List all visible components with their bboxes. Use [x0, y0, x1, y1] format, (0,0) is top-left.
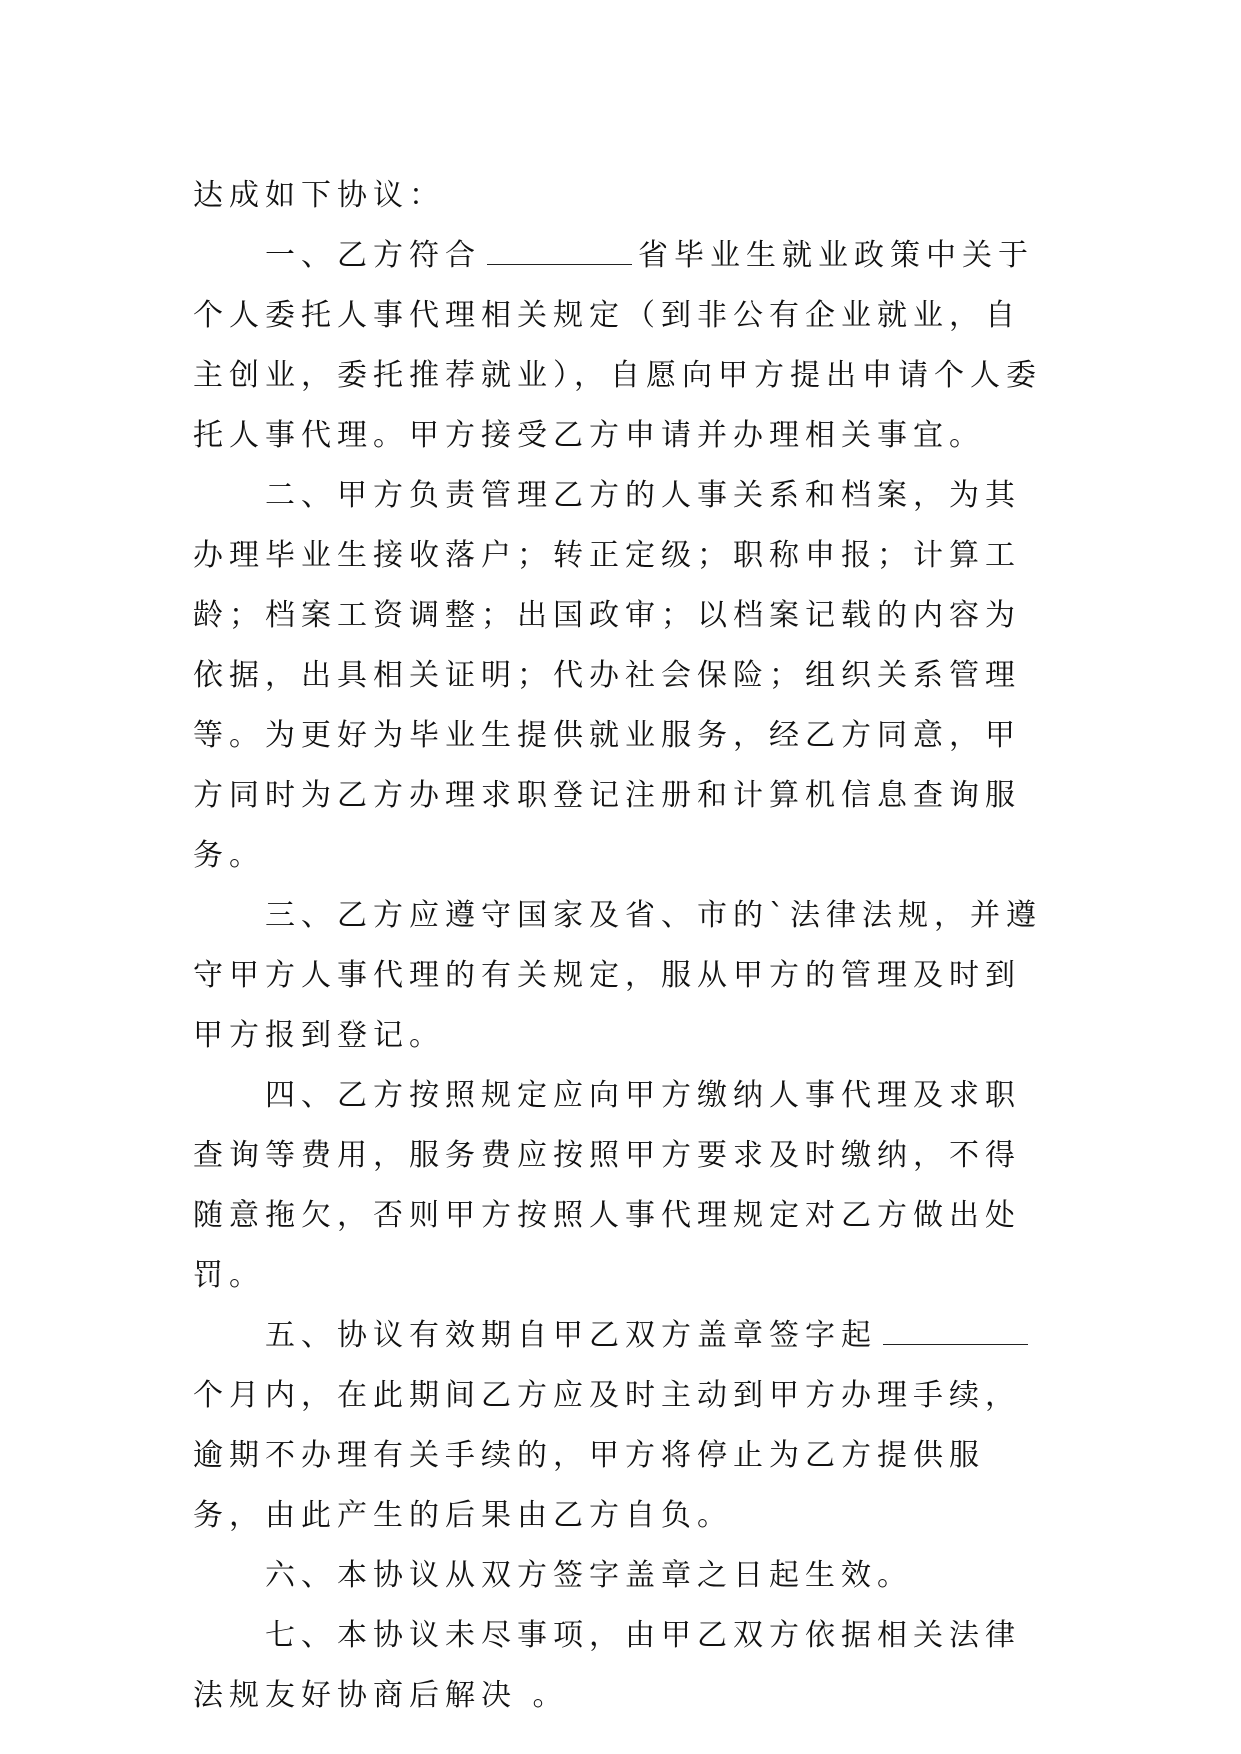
- clause-4: 四、乙方按照规定应向甲方缴纳人事代理及求职查询等费用，服务费应按照甲方要求及时缴纳，不得随意拖欠，否则甲方按照人事代理规定对乙方做出处罚。: [193, 1078, 1021, 1293]
- clause-3: 三、乙方应遵守国家及省、市的`法律法规，并遵守甲方人事代理的有关规定，服从甲方的管理及时到甲方报到登记。: [193, 898, 1042, 1053]
- document-body: [193, 166, 1055, 1726]
- clause-1: [193, 226, 1055, 466]
- clause-2: 二、甲方负责管理乙方的人事关系和档案，为其办理毕业生接收落户；转正定级；职称申报；计算工龄；档案工资调整；出国政审；以档案记载的内容为依据，出具相关证明；代办社会保险；组织关系管理等。为更好为毕业生提供就业服务，经乙方同意，甲方同时为乙方办理求职登记注册和计算机信息查询服务。: [193, 478, 1021, 873]
- clause-5: [193, 1306, 1055, 1546]
- months-blank-field[interactable]: [883, 1320, 1028, 1345]
- clause-1-text-after: 省毕业生就业政策中关于个人委托人事代理相关规定（到非公有企业就业，自主创业，委托推荐就业），自愿向甲方提出申请个人委托人事代理。甲方接受乙方申请并办理相关事宜。: [193, 238, 1042, 453]
- clause-7: 七、本协议未尽事项，由甲乙双方依据相关法律法规友好协商后解决 。: [193, 1618, 1021, 1713]
- clause-5-text-before: 五、协议有效期自甲乙双方盖章签字起: [265, 1318, 877, 1353]
- clause-5-text-after: 个月内，在此期间乙方应及时主动到甲方办理手续，逾期不办理有关手续的，甲方将停止为乙方提供服务，由此产生的后果由乙方自负。: [193, 1378, 1021, 1533]
- clause-6: 六、本协议从双方签字盖章之日起生效。: [265, 1558, 913, 1593]
- agreement-intro: 达成如下协议：: [193, 178, 445, 213]
- province-blank-field[interactable]: [487, 240, 632, 265]
- clause-1-text-before: 一、乙方符合: [265, 238, 481, 273]
